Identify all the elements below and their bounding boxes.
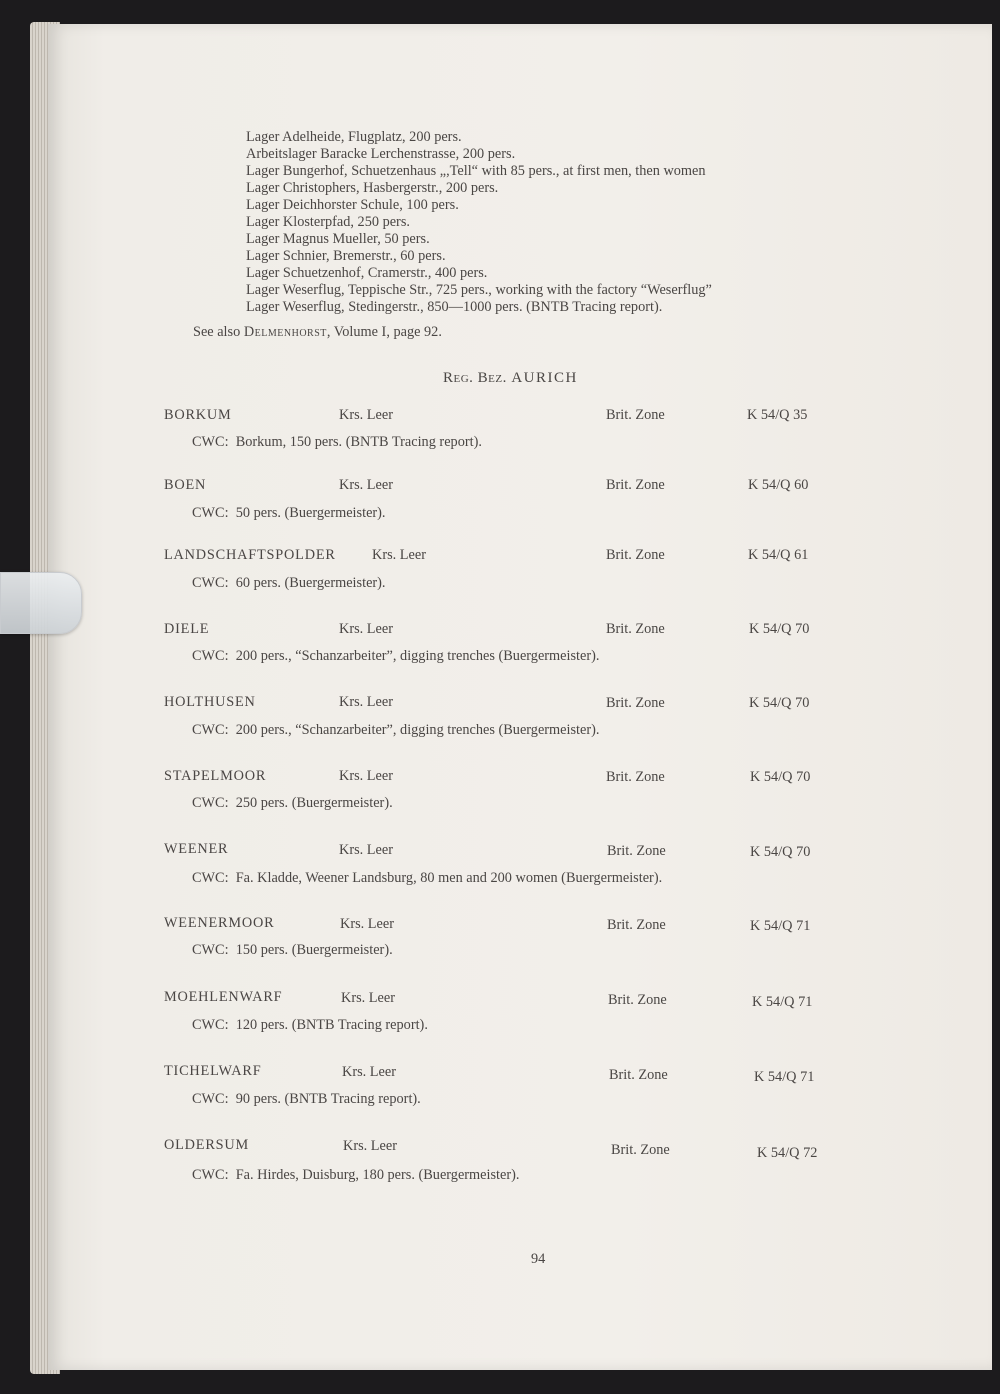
entry-place: OLDERSUM xyxy=(164,1137,250,1153)
cwc-text: 200 pers., “Schanzarbeiter”, digging trenches (Buergermeister). xyxy=(235,722,600,738)
cwc-label: CWC: xyxy=(192,648,229,664)
page-tab-marker xyxy=(0,572,82,634)
cwc-text: Fa. Kladde, Weener Landsburg, 80 men and 200 women (Buergermeister). xyxy=(235,870,663,886)
cwc-label: CWC: xyxy=(192,722,229,738)
cwc-text: Borkum, 150 pers. (BNTB Tracing report). xyxy=(235,434,482,450)
cwc-label: CWC: xyxy=(192,575,229,591)
cwc-label: CWC: xyxy=(192,434,229,450)
cwc-text: 90 pers. (BNTB Tracing report). xyxy=(235,1091,421,1107)
cwc-label: CWC: xyxy=(192,1017,229,1033)
entry-zone: Brit. Zone xyxy=(606,407,665,423)
entry-kreis: Krs. Leer xyxy=(340,916,394,932)
entry-zone: Brit. Zone xyxy=(611,1142,670,1158)
entry-kreis: Krs. Leer xyxy=(339,842,393,858)
entry-cwc xyxy=(192,434,482,451)
see-also-line xyxy=(193,324,442,341)
intro-list-item: Lager Magnus Mueller, 50 pers. xyxy=(246,231,430,247)
section-heading-prefix: Reg. Bez. xyxy=(443,370,507,386)
entry-cwc xyxy=(192,722,599,739)
entry-cwc xyxy=(192,870,662,887)
intro-list-item: Lager Weserflug, Teppische Str., 725 pers., working with the factory “Weserflug” xyxy=(246,282,712,298)
intro-list-item: Lager Schuetzenhof, Cramerstr., 400 pers. xyxy=(246,265,488,281)
cwc-text: 120 pers. (BNTB Tracing report). xyxy=(235,1017,428,1033)
see-also-suffix: , Volume I, page 92. xyxy=(326,324,442,340)
entry-grid: K 54/Q 70 xyxy=(749,621,810,637)
entry-cwc xyxy=(192,575,386,592)
cwc-label: CWC: xyxy=(192,795,229,811)
see-also-place: Delmenhorst xyxy=(243,324,327,340)
entry-kreis: Krs. Leer xyxy=(343,1138,397,1154)
entry-grid: K 54/Q 61 xyxy=(748,547,809,563)
cwc-text: 200 pers., “Schanzarbeiter”, digging trenches (Buergermeister). xyxy=(235,648,600,664)
cwc-text: Fa. Hirdes, Duisburg, 180 pers. (Buergermeister). xyxy=(235,1167,520,1183)
entry-zone: Brit. Zone xyxy=(607,843,666,859)
intro-list-item: Arbeitslager Baracke Lerchenstrasse, 200 pers. xyxy=(246,146,516,162)
entry-cwc xyxy=(192,942,393,959)
entry-place: LANDSCHAFTSPOLDER xyxy=(164,547,336,563)
entry-kreis: Krs. Leer xyxy=(339,768,393,784)
entry-grid: K 54/Q 35 xyxy=(747,407,808,423)
entry-zone: Brit. Zone xyxy=(606,695,665,711)
entry-cwc xyxy=(192,1167,519,1184)
entry-cwc xyxy=(192,648,599,665)
section-heading-name: AURICH xyxy=(511,370,578,386)
cwc-text: 150 pers. (Buergermeister). xyxy=(235,942,393,958)
entry-place: BORKUM xyxy=(164,407,232,423)
entry-kreis: Krs. Leer xyxy=(339,407,393,423)
entry-place: WEENER xyxy=(164,841,229,857)
entry-zone: Brit. Zone xyxy=(606,477,665,493)
entry-zone: Brit. Zone xyxy=(609,1067,668,1083)
entry-kreis: Krs. Leer xyxy=(372,547,426,563)
entry-place: DIELE xyxy=(164,621,210,637)
intro-list-item: Lager Schnier, Bremerstr., 60 pers. xyxy=(246,248,446,264)
see-also-prefix: See also xyxy=(193,324,241,340)
entry-place: TICHELWARF xyxy=(164,1063,262,1079)
entry-grid: K 54/Q 72 xyxy=(757,1145,818,1161)
cwc-text: 250 pers. (Buergermeister). xyxy=(235,795,393,811)
entry-grid: K 54/Q 71 xyxy=(752,994,813,1010)
entry-grid: K 54/Q 71 xyxy=(754,1069,815,1085)
section-heading xyxy=(443,370,578,387)
entry-place: HOLTHUSEN xyxy=(164,694,256,710)
entry-zone: Brit. Zone xyxy=(607,917,666,933)
entry-zone: Brit. Zone xyxy=(608,992,667,1008)
entry-kreis: Krs. Leer xyxy=(342,1064,396,1080)
entry-place: MOEHLENWARF xyxy=(164,989,283,1005)
cwc-text: 50 pers. (Buergermeister). xyxy=(235,505,386,521)
entry-cwc xyxy=(192,505,386,522)
intro-list-item: Lager Adelheide, Flugplatz, 200 pers. xyxy=(246,129,462,145)
cwc-label: CWC: xyxy=(192,942,229,958)
entry-grid: K 54/Q 70 xyxy=(750,844,811,860)
cwc-label: CWC: xyxy=(192,505,229,521)
entry-kreis: Krs. Leer xyxy=(339,694,393,710)
entry-grid: K 54/Q 70 xyxy=(750,769,811,785)
entry-cwc xyxy=(192,795,393,812)
intro-list-item: Lager Weserflug, Stedingerstr., 850—1000 pers. (BNTB Tracing report). xyxy=(246,299,663,315)
entry-place: BOEN xyxy=(164,477,207,493)
intro-list-item: Lager Deichhorster Schule, 100 pers. xyxy=(246,197,459,213)
entry-place: STAPELMOOR xyxy=(164,768,267,784)
entry-cwc xyxy=(192,1017,428,1034)
entry-grid: K 54/Q 60 xyxy=(748,477,809,493)
entry-zone: Brit. Zone xyxy=(606,547,665,563)
entry-kreis: Krs. Leer xyxy=(339,477,393,493)
intro-list-item: Lager Bungerhof, Schuetzenhaus „,Tell“ with 85 pers., at first men, then women xyxy=(246,163,706,179)
cwc-label: CWC: xyxy=(192,870,229,886)
page-number: 94 xyxy=(531,1251,546,1267)
entry-grid: K 54/Q 70 xyxy=(749,695,810,711)
entry-zone: Brit. Zone xyxy=(606,769,665,785)
cwc-label: CWC: xyxy=(192,1091,229,1107)
cwc-text: 60 pers. (Buergermeister). xyxy=(235,575,386,591)
intro-list-item: Lager Christophers, Hasbergerstr., 200 pers. xyxy=(246,180,499,196)
entry-cwc xyxy=(192,1091,421,1108)
entry-kreis: Krs. Leer xyxy=(339,621,393,637)
intro-list-item: Lager Klosterpfad, 250 pers. xyxy=(246,214,410,230)
entry-zone: Brit. Zone xyxy=(606,621,665,637)
entry-grid: K 54/Q 71 xyxy=(750,918,811,934)
entry-place: WEENERMOOR xyxy=(164,915,275,931)
entry-kreis: Krs. Leer xyxy=(341,990,395,1006)
cwc-label: CWC: xyxy=(192,1167,229,1183)
